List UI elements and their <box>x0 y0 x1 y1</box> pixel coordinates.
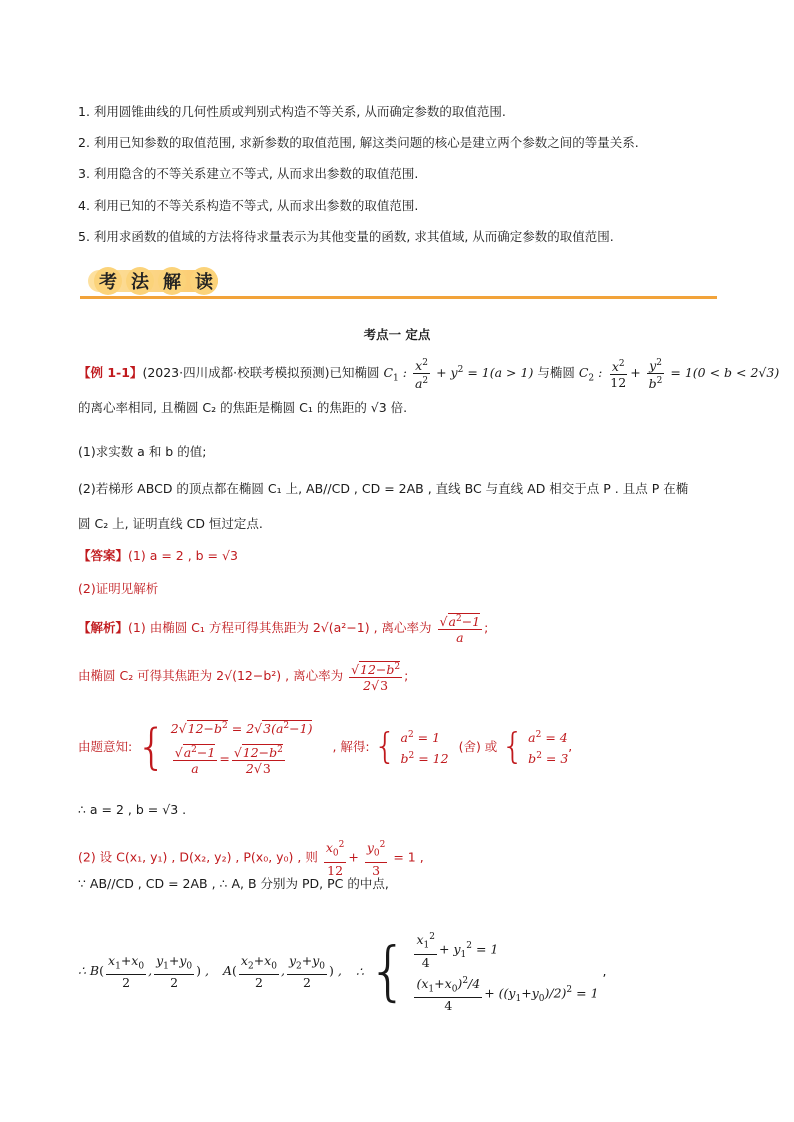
p-frac-x: $\frac{x_0^2}{12}$ <box>325 840 345 878</box>
method-1: 1. 利用圆锥曲线的几何性质或判别式构造不等关系, 从而确定参数的取值范围. <box>78 104 506 119</box>
ellipse2-frac-y: $\frac{y^2}{b^2}$ <box>648 358 663 392</box>
analysis-line-1: 【解析】(1) 由椭圆 C₁ 方程可得其焦距为 2√(a²−1) , 离心率为 $\frac{√a^2-1}{a}$ ; <box>78 614 489 646</box>
system3: $a^2 = 4$ $b^2 = 3$ <box>528 730 569 767</box>
ellipse1-y: + $y^2$ <box>436 365 464 381</box>
therefore-mark: ∴ <box>355 963 364 979</box>
method-4: 4. 利用已知的不等关系构造不等式, 从而求出参数的取值范围. <box>78 198 419 213</box>
system1 <box>171 718 313 776</box>
analysis-line-6: ∵ AB//CD , CD = 2AB , ∴ A, B 分别为 PD, PC 的中点, <box>78 876 389 891</box>
analysis-s1: (1) 由椭圆 C₁ 方程可得其焦距为 2√(a²−1) , 离心率为 <box>128 620 432 636</box>
ellipse1-cond: = 1(a > 1) <box>467 365 534 381</box>
point-a: A( $\frac{x_2+x_0}{2}$ , $\frac{y_2+y_0}{2}$ ) , <box>222 952 342 991</box>
analysis-s5-b: = 1 , <box>393 849 424 865</box>
banner-char-2: 法 <box>126 267 154 295</box>
example-tag: 【例 1-1】 <box>78 365 143 381</box>
method-5: 5. 利用求函数的值域的方法将待求量表示为其他变量的函数, 求其值域, 从而确定参数的取值范围. <box>78 229 614 244</box>
ellipse1-label: $C_1$ : <box>383 365 407 384</box>
answer-part-2: (2)证明见解析 <box>78 581 159 596</box>
answer-part-1: (1) a = 2 , b = √3 <box>128 548 238 563</box>
analysis-s5: (2) 设 C(x₁, y₁) , D(x₂, y₂) , P(x₀, y₀) , 则 <box>78 849 318 865</box>
question-1: (1)求实数 a 和 b 的值; <box>78 444 207 459</box>
p-frac-y: $\frac{y_0^2}{3}$ <box>366 840 386 878</box>
system4: $\frac{x_1^2}{4}$ + $y_1^2 = 1$ $\frac{(x_1+x_0)^2/4}{4}$ + $((y_1+y_0)/2)^2 = 1$ <box>416 932 599 1014</box>
method-2: 2. 利用已知参数的取值范围, 求新参数的取值范围, 解这类问题的核心是建立两个参数之间的等量关系. <box>78 135 639 150</box>
example-line-2: 的离心率相同, 且椭圆 C₂ 的焦距是椭圆 C₁ 的焦距的 √3 倍. <box>78 400 408 415</box>
banner-char-1: 考 <box>94 267 122 295</box>
banner-underline <box>80 296 717 299</box>
question-2-line-1: (2)若梯形 ABCD 的顶点都在椭圆 C₁ 上, AB//CD , CD = 2AB , 直线 BC 与直线 AD 相交于点 P . 且点 P 在椭 <box>78 481 689 496</box>
question-2-line-2: 圆 C₂ 上, 证明直线 CD 恒过定点. <box>78 516 263 531</box>
system3-brace: { <box>501 726 525 768</box>
analysis-s3-discard: (舍) 或 <box>458 739 498 755</box>
analysis-tag: 【解析】 <box>78 620 129 636</box>
answer-line-1 <box>78 548 238 564</box>
system1-brace: { <box>136 719 167 776</box>
example-known: 已知椭圆 <box>329 365 380 381</box>
system2-brace: { <box>373 726 397 768</box>
banner-char-4: 读 <box>190 267 218 295</box>
example-source: (2023·四川成都·校联考模拟预测) <box>142 365 330 381</box>
system2: $a^2 = 1$ $b^2 = 12$ <box>400 730 449 767</box>
analysis-line-4: ∴ a = 2 , b = √3 . <box>78 802 187 817</box>
analysis-line-7: ∴ B( $\frac{x_1+x_0}{2}$ , $\frac{y_1+y_0}{2}$ ) , A( $\frac{x_2+x_0}{2}$ , $\frac{y_2+y_0}{2}$ ) , ∴ { $\frac{x_1^2}{4}$ + $y_1^2 = 1$ $\frac{(x_1+x_0)^2/4}{4}$ + $((y_1+y_0)/2)^2 = 1$ , <box>78 932 607 1014</box>
ecc2-frac: $\frac{√12-b^2}{2√3}$ <box>351 662 401 694</box>
analysis-s3-solve: , 解得: <box>332 739 370 755</box>
section-title: 考点一 定点 <box>363 327 431 342</box>
example-line-1: 【例 1-1】(2023·四川成都·校联考模拟预测)已知椭圆 $C_1$ : $\frac{x^2}{a^2}$ + $y^2 = 1(a > 1)$ 与椭圆 $C_2$ : $\frac{x^2}{12}$ + $\frac{y^2}{b^2}$ = 1(0 < b < 2√3) <box>78 358 780 392</box>
ellipse2-cond: = 1(0 < b < 2√3) <box>670 365 780 381</box>
ellipse2-label: $C_2$ : <box>578 365 603 384</box>
answer-tag: 【答案】 <box>78 548 129 563</box>
ellipse1-frac: $\frac{x^2}{a^2}$ <box>414 358 429 392</box>
banner-char-3: 解 <box>158 267 186 295</box>
system1-eq1: $2√12-b^2 = 2√3(a^2-1)$ <box>170 721 313 737</box>
example-with: 与椭圆 <box>537 365 575 381</box>
analysis-line-2: 由椭圆 C₂ 可得其焦距为 2√(12−b²) , 离心率为 $\frac{√12-b^2}{2√3}$ ; <box>78 662 409 694</box>
analysis-line-5: (2) 设 C(x₁, y₁) , D(x₂, y₂) , P(x₀, y₀) , 则 $\frac{x_0^2}{12}$ + $\frac{y_0^2}{3}$ = 1 , <box>78 840 424 878</box>
analysis-s3-label: 由题意知: <box>78 739 133 755</box>
ecc1-frac: $\frac{√a^2-1}{a}$ <box>439 614 481 646</box>
point-b: ∴ B( $\frac{x_1+x_0}{2}$ , $\frac{y_1+y_0}{2}$ ) , <box>78 952 209 991</box>
system4-brace: { <box>367 934 409 1009</box>
method-3: 3. 利用隐含的不等关系建立不等式, 从而求出参数的取值范围. <box>78 166 419 181</box>
analysis-line-3: 由题意知: { $2√12-b^2 = 2√3(a^2-1)$ $\frac{√a^2-1}{a}$ = $\frac{√12-b^2}{2√3}$ , 解得: { $a^2 = 1$ $b^2 = 12$ (舍) 或 { $a^2 = 4$ $b^2 = 3$ , <box>78 719 573 777</box>
analysis-s2: 由椭圆 C₂ 可得其焦距为 2√(12−b²) , 离心率为 <box>78 668 344 684</box>
ellipse2-frac-x: $\frac{x^2}{12}$ <box>610 359 627 391</box>
system1-eq2: $\frac{√a^2-1}{a}$ = $\frac{√12-b^2}{2√3}$ <box>174 745 283 777</box>
